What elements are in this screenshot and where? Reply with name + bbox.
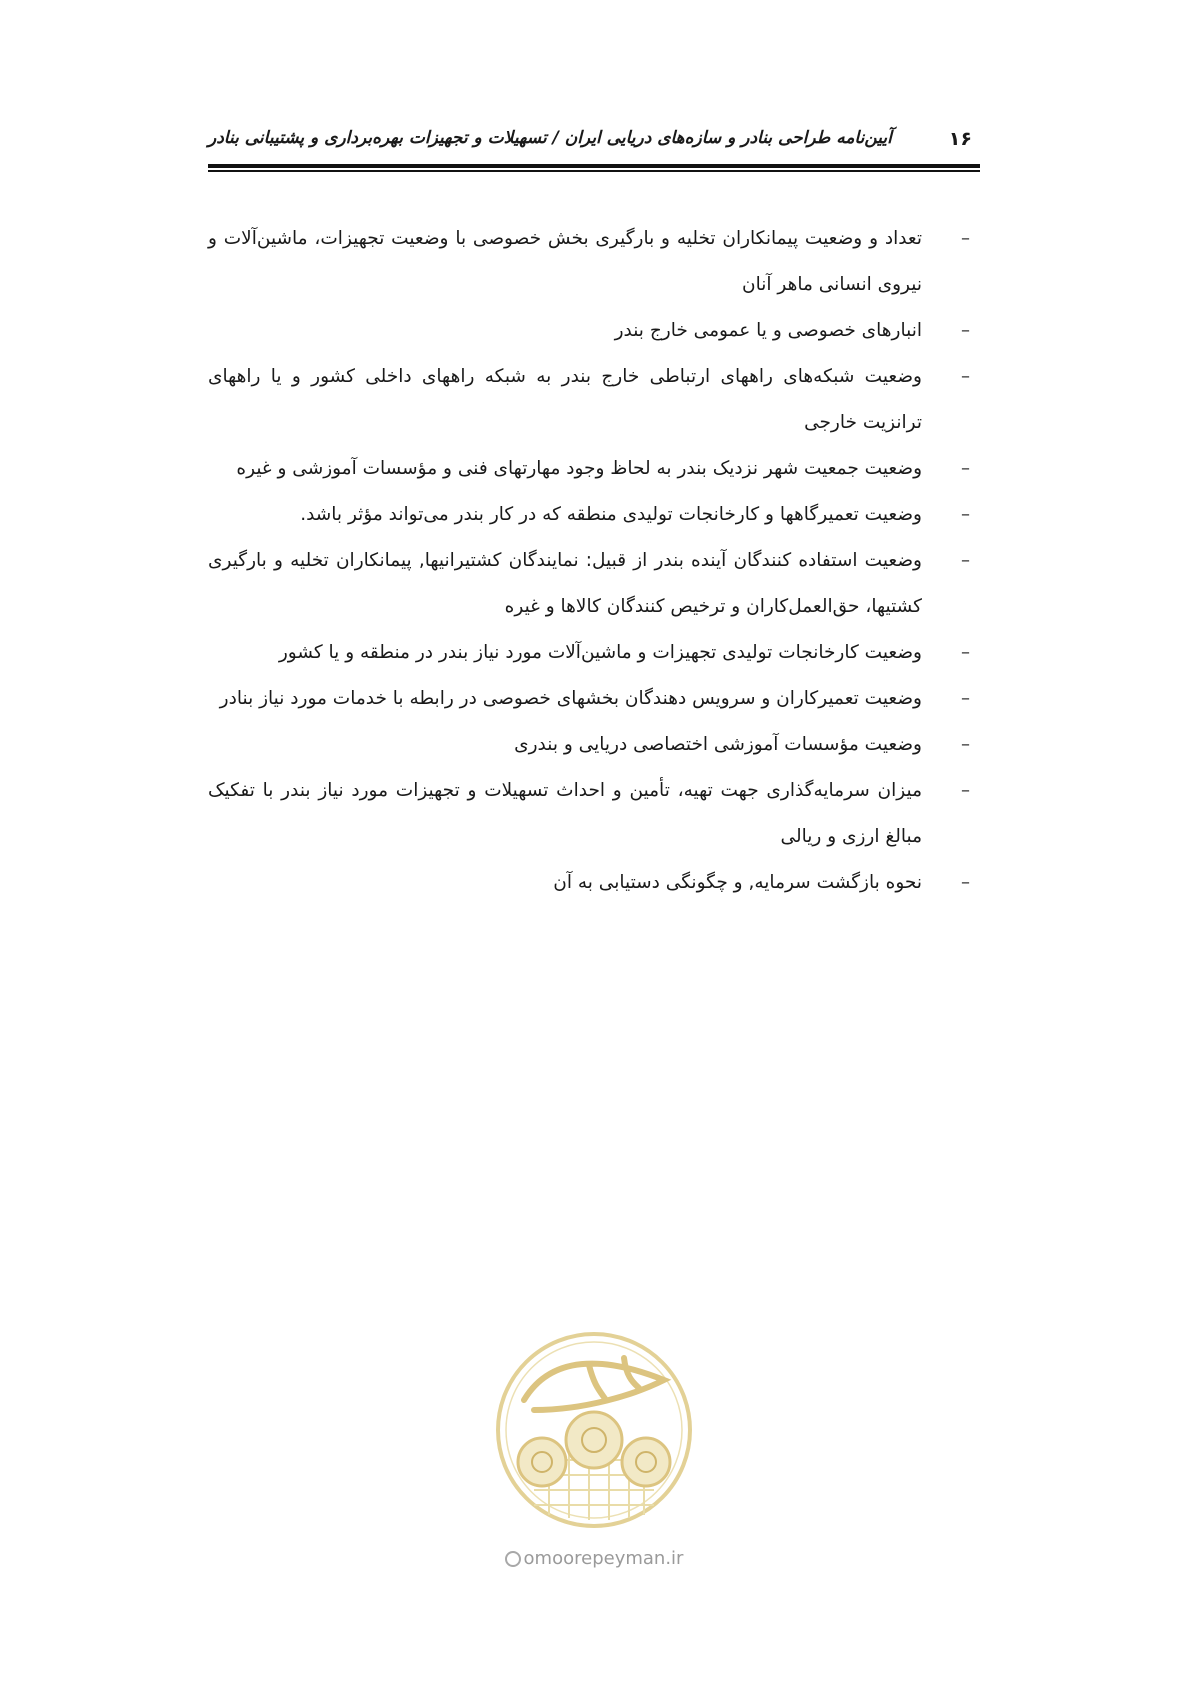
list-item-text: وضعیت مؤسسات آموزشی اختصاصی دریایی و بندری [514, 734, 922, 755]
watermark-seal-logo [494, 1330, 694, 1530]
seal-calligraphy [524, 1358, 664, 1410]
bullet-dash: – [961, 642, 970, 663]
header-rule-thick [208, 164, 980, 168]
bullet-dash: – [961, 320, 970, 341]
list-item-text: وضعیت تعمیرگاهها و کارخانجات تولیدی منطقه که در کار بندر می‌تواند مؤثر باشد. [300, 504, 922, 525]
list-item-text: نحوه بازگشت سرمایه, و چگونگی دستیابی به آن [553, 872, 922, 893]
list-item [208, 722, 980, 768]
watermark-site [494, 1548, 694, 1569]
bullet-dash: – [961, 228, 970, 249]
list-item [208, 860, 980, 906]
running-title: آیین‌نامه طراحی بنادر و سازه‌های دریایی ایران / تسهیلات و تجهیزات بهره‌برداری و پشتیبانی بنادر [208, 128, 892, 148]
list-item [208, 216, 980, 308]
bullet-dash: – [961, 734, 970, 755]
list-item-text: میزان سرمایه‌گذاری جهت تهیه، تأمین و احداث تسهیلات و تجهیزات مورد نیاز بندر با تفکیک مبالغ ارزی و ریالی [208, 780, 922, 847]
bullet-dash: – [961, 550, 970, 571]
list-item [208, 354, 980, 446]
list-item [208, 768, 980, 860]
watermark-site-text: omoorepeyman.ir [523, 1548, 684, 1569]
list-item [208, 676, 980, 722]
list-item [208, 446, 980, 492]
list-item-text: وضعیت استفاده کنندگان آینده بندر از قبیل: نمایندگان کشتیرانیها, پیمانکاران تخلیه و بارگیری کشتیها، حق‌العمل‌کاران و ترخیص کنندگان کالاها و غیره [208, 550, 922, 617]
list-item-text: وضعیت تعمیرکاران و سرویس دهندگان بخشهای خصوصی در رابطه با خدمات مورد نیاز بنادر [219, 688, 922, 709]
list-item [208, 630, 980, 676]
list-item-text: وضعیت جمعیت شهر نزدیک بندر به لحاظ وجود مهارتهای فنی و مؤسسات آموزشی و غیره [236, 458, 922, 479]
list-item-text: انبارهای خصوصی و یا عمومی خارج بندر [614, 320, 922, 341]
running-header [208, 126, 980, 156]
list-item [208, 492, 980, 538]
instagram-icon [505, 1551, 521, 1567]
bullet-dash: – [961, 780, 970, 801]
bullet-dash: – [961, 872, 970, 893]
bullet-dash: – [961, 688, 970, 709]
requirements-list [208, 216, 980, 906]
bullet-dash: – [961, 366, 970, 387]
list-item [208, 308, 980, 354]
page-number: ۱۶ [948, 128, 972, 150]
list-item-text: تعداد و وضعیت پیمانکاران تخلیه و بارگیری بخش خصوصی با وضعیت تجهیزات، ماشین‌آلات و نیروی انسانی ماهر آنان [208, 228, 922, 295]
list-item [208, 538, 980, 630]
list-item-text: وضعیت کارخانجات تولیدی تجهیزات و ماشین‌آلات مورد نیاز بندر در منطقه و یا کشور [278, 642, 922, 663]
bullet-dash: – [961, 504, 970, 525]
bullet-dash: – [961, 458, 970, 479]
list-item-text: وضعیت شبکه‌های راههای ارتباطی خارج بندر به شبکه راههای داخلی کشور و یا راههای ترانزیت خارجی [208, 366, 922, 433]
header-rule-thin [208, 170, 980, 172]
